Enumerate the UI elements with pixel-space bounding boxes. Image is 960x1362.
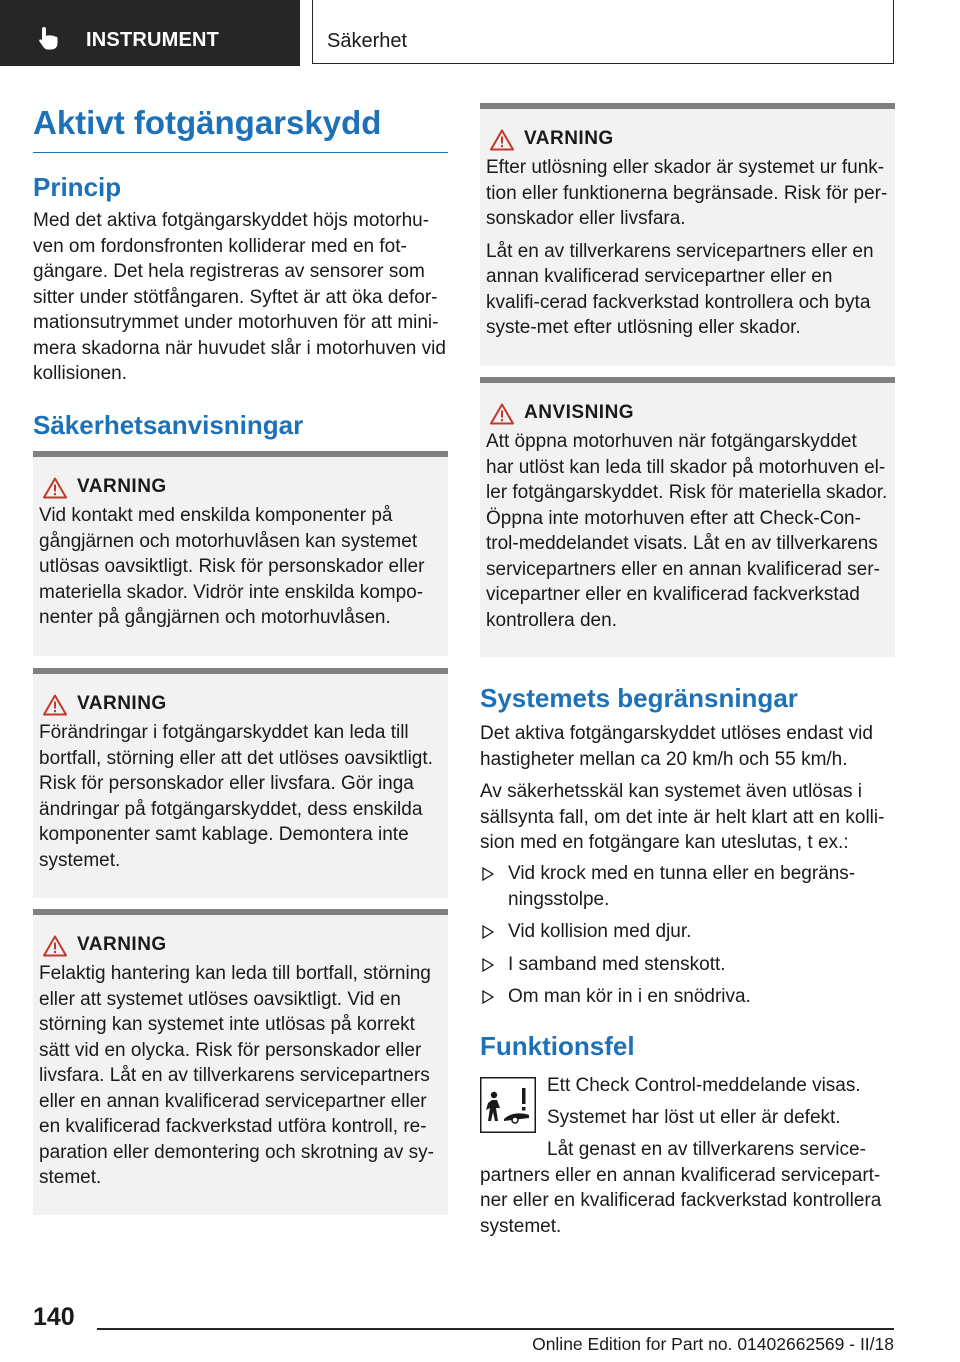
chapter-label: INSTRUMENT	[86, 29, 220, 51]
warning-text: Vid kontakt med enskilda komponenter på gångjärnen och motorhuvlåsen kan systemet utlösas oavsiktligt. Risk för personskador eller materiella skador. Vidrör inte enskilda kompo-nenter på gångjärnen och motorhuvlåsen.	[39, 505, 425, 628]
princip-paragraph: Med det aktiva fotgängarskyddet höjs motorhu-ven om fordonsfronten kolliderar med en fot-gängare. Det hela registreras av sensorer som sitter under stötfångaren. Syftet är att öka defor-mationsutrymmet under motorhuven för att mini-mera skadorna när huvudet slår i motorhuven vid kollisionen.	[33, 210, 446, 384]
warning-box	[33, 668, 448, 898]
notice-text: Att öppna motorhuven när fotgängarskyddet har utlöst kan leda till skador på motorhuven el-ler fotgängarskyddet. Risk för materiella skador. Öppna inte motorhuven efter att Check-Con-trol-meddelandet visats. Låt en av tillverkarens servicepartners eller en annan kvalificerad ser-vicepartner eller en kvalificerad fackverkstad kontrollera den.	[486, 431, 888, 631]
pedestrian-warning-icon	[480, 1077, 536, 1133]
warning-text: Felaktig hantering kan leda till bortfall, störning eller att systemet utlöses oavsiktligt. Vid en störning kan systemet inte utlösas på korrekt sätt vid en olycka. Risk för personskador eller livsfara. Låt en av tillverkarens servicepartners eller en annan kvalificerad servicepartner eller en kvalificerad fackverkstad utföra kontroll, re-paration eller demontering och skrotning av sy-stemet.	[39, 963, 434, 1188]
warning-triangle-icon	[490, 403, 514, 425]
fault-line: Systemet har löst ut eller är defekt.	[547, 1107, 841, 1128]
edition-note: Online Edition for Part no. 01402662569 - II/18	[532, 1334, 894, 1354]
princip-heading: Princip	[33, 172, 122, 202]
list-item: Vid krock med en tunna eller en begräns-ningsstolpe.	[480, 861, 895, 912]
section-tab[interactable]	[312, 0, 894, 64]
page-header	[0, 0, 960, 66]
page-number: 140	[33, 1303, 75, 1331]
warning-box	[33, 451, 448, 656]
warning-text: Efter utlösning eller skador är systemet ur funk-tion eller funktionerna begränsade. Risk för per-sonskador eller livsfara.	[486, 157, 888, 229]
fault-paragraph: Låt genast en av tillverkarens service-partners eller en annan kvalificerad servicepart-ner eller en kvalificerad fackverkstad kontrollera systemet.	[480, 1139, 882, 1237]
chapter-tab[interactable]	[0, 0, 300, 66]
warning-title: VARNING	[77, 934, 167, 955]
footer-divider	[97, 1328, 894, 1330]
notice-box	[480, 377, 895, 657]
safety-heading: Säkerhetsanvisningar	[33, 410, 304, 440]
warning-title: VARNING	[524, 128, 614, 149]
warning-box	[480, 103, 895, 366]
pointing-hand-icon	[36, 25, 62, 51]
warning-triangle-icon	[43, 477, 67, 499]
warning-triangle-icon	[490, 129, 514, 151]
list-item: I samband med stenskott.	[480, 952, 895, 978]
warning-box	[33, 909, 448, 1215]
bullet-triangle-icon	[482, 867, 494, 881]
fault-line: Ett Check Control-meddelande visas.	[547, 1075, 861, 1096]
page-title: Aktivt fotgängarskydd	[33, 104, 448, 153]
warning-title: VARNING	[77, 693, 167, 714]
warning-text: Förändringar i fotgängarskyddet kan leda till bortfall, störning eller att det utlöses oavsiktligt. Risk för personskador eller livsfara. Gör inga ändringar på fotgängarskyddet, dess enskilda komponenter samt kablage. Demontera inte systemet.	[39, 722, 433, 871]
limits-list	[480, 861, 895, 1017]
warning-title: VARNING	[77, 476, 167, 497]
warning-text: Låt en av tillverkarens servicepartners eller en annan kvalificerad servicepartner eller en kvalifi-cerad fackverkstad kontrollera och byta syste-met efter utlösning eller skador.	[486, 240, 874, 338]
section-label: Säkerhet	[327, 30, 408, 52]
limits-paragraph: Det aktiva fotgängarskyddet utlöses endast vid hastigheter mellan ca 20 km/h och 55 km/h.	[480, 723, 873, 770]
list-item: Vid kollision med djur.	[480, 919, 895, 945]
bullet-triangle-icon	[482, 958, 494, 972]
notice-title: ANVISNING	[524, 402, 635, 423]
warning-triangle-icon	[43, 694, 67, 716]
fault-heading: Funktionsfel	[480, 1031, 635, 1061]
bullet-triangle-icon	[482, 990, 494, 1004]
warning-triangle-icon	[43, 935, 67, 957]
bullet-triangle-icon	[482, 925, 494, 939]
limits-paragraph: Av säkerhetsskäl kan systemet även utlösas i sällsynta fall, om det inte är helt klart att en kolli-sion med en fotgängare kan uteslutas, t ex.:	[480, 781, 885, 853]
limits-heading: Systemets begränsningar	[480, 683, 798, 713]
list-item: Om man kör in i en snödriva.	[480, 984, 895, 1010]
